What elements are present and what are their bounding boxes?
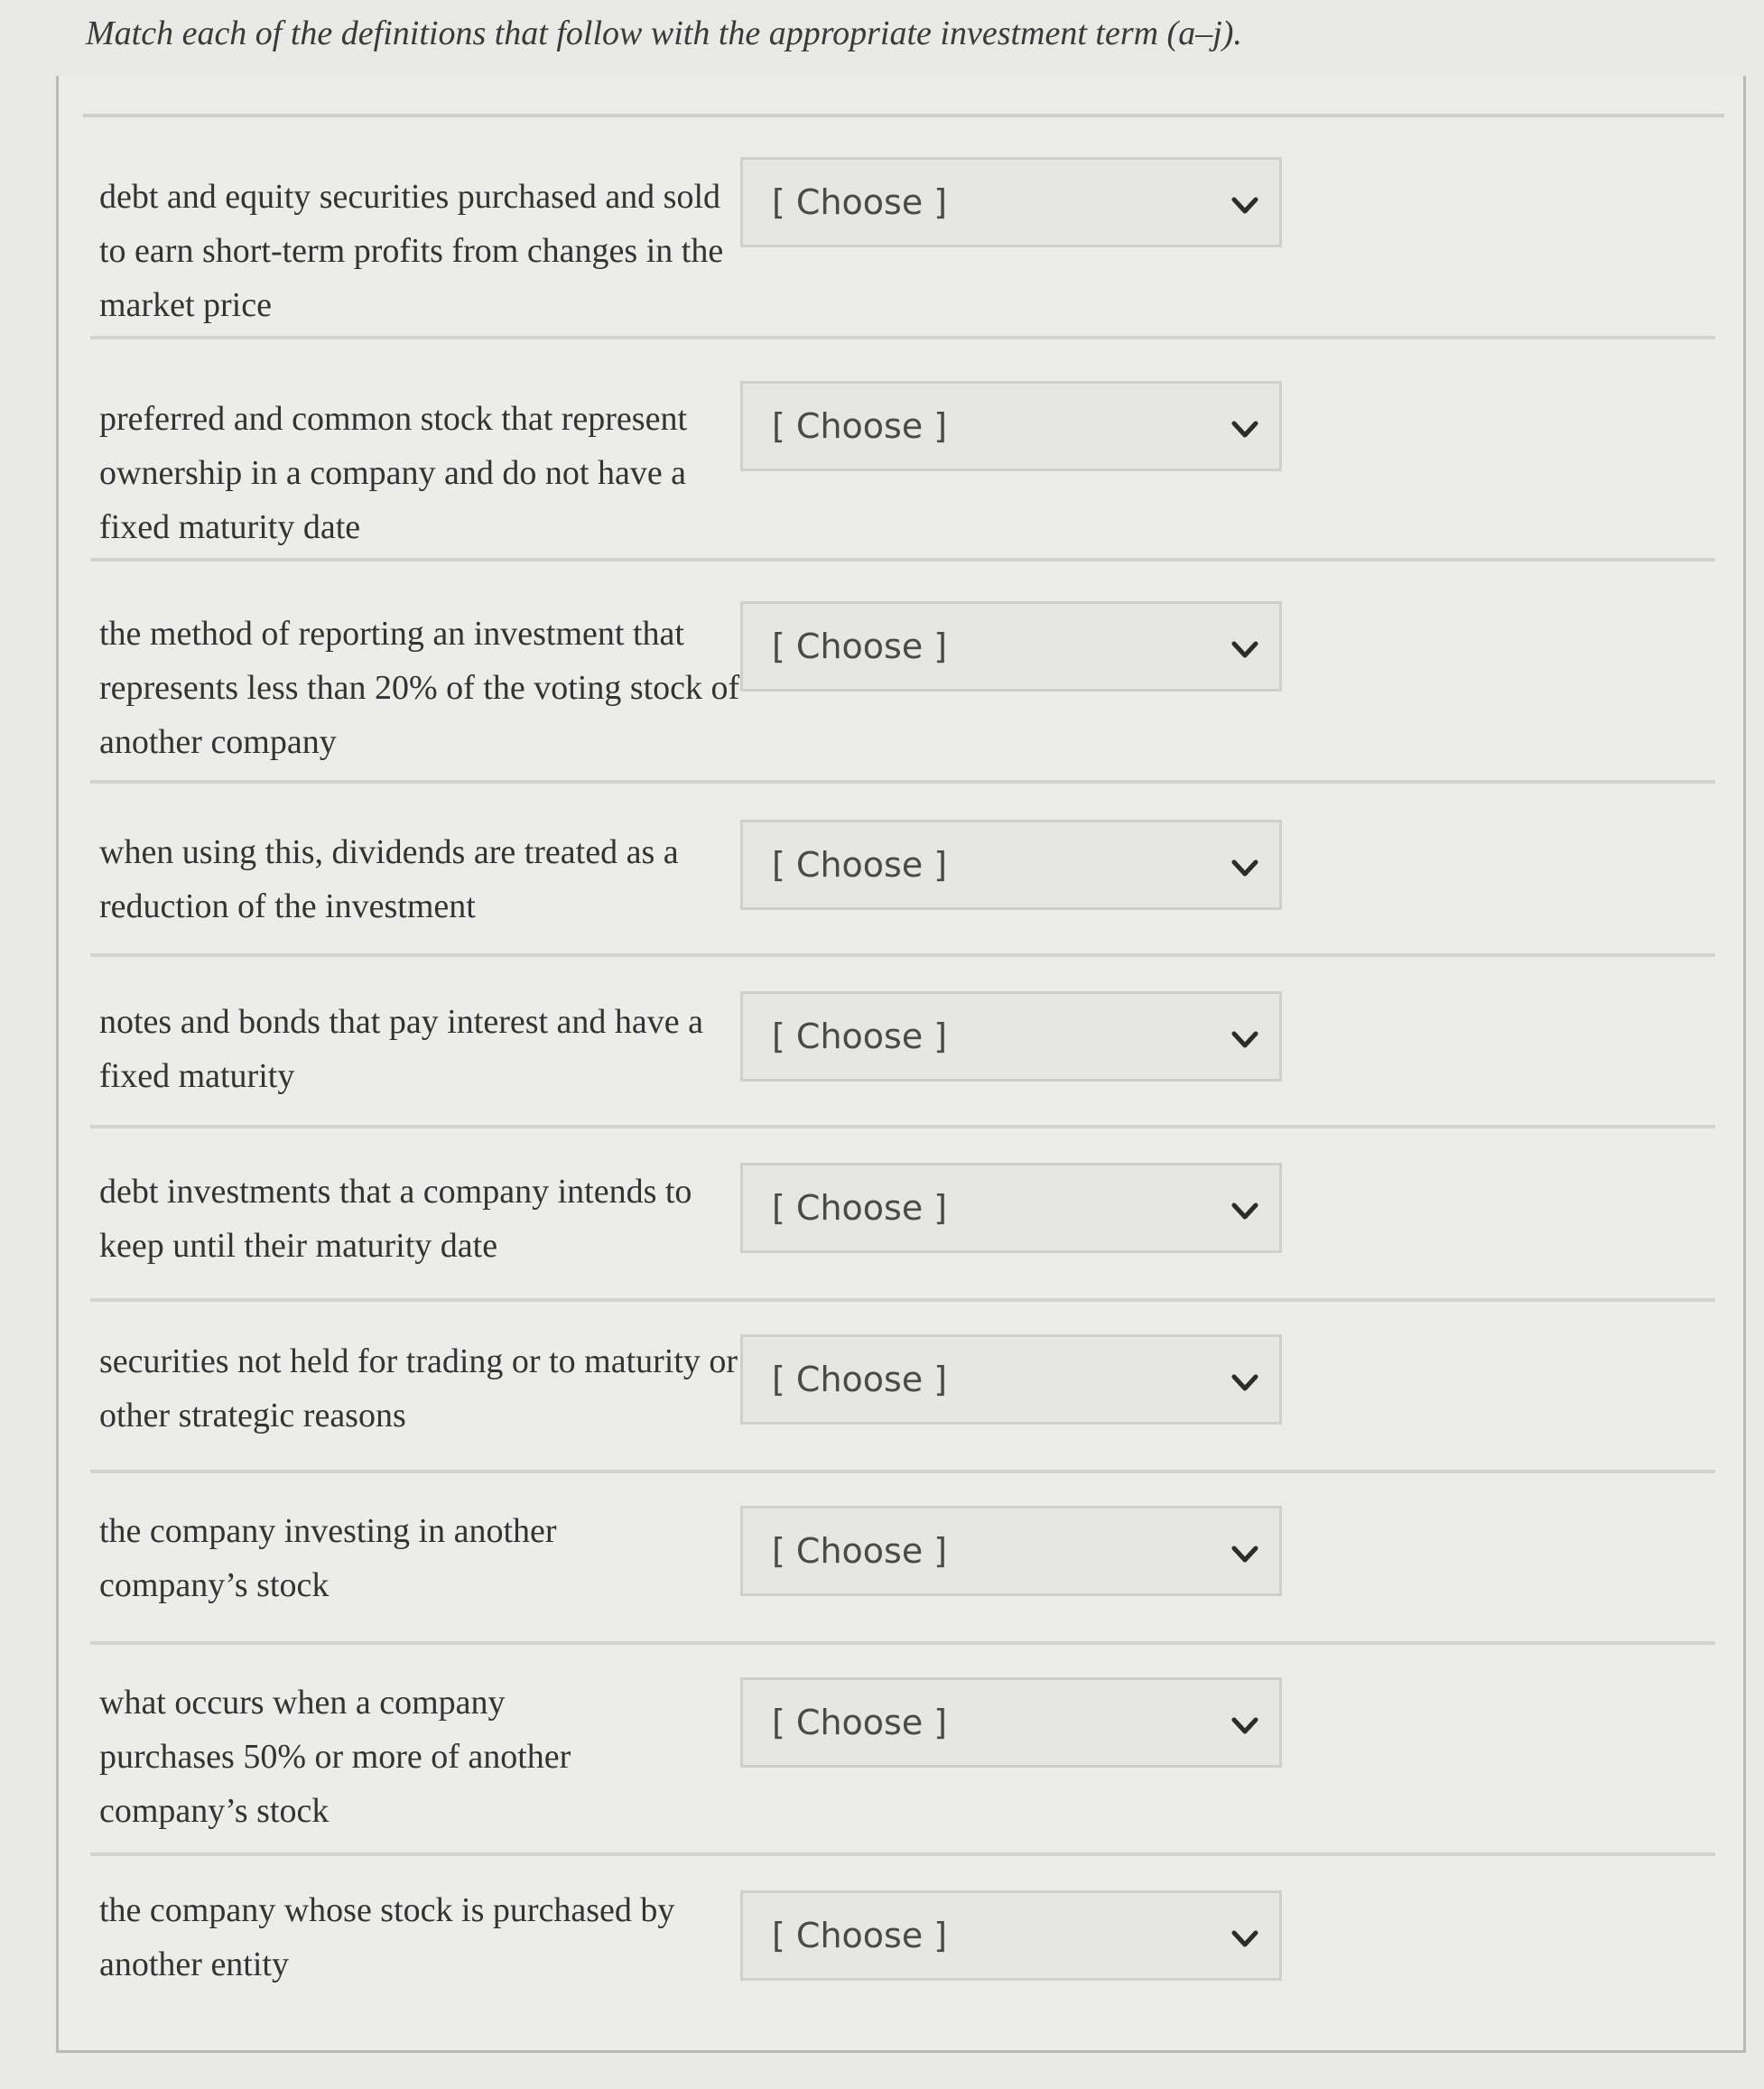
term-select[interactable] [740,157,1282,247]
chevron-down-icon [1227,1920,1263,1956]
definition-text: the method of reporting an investment that represents less than 20% of the voting stock of another company [99,615,740,761]
row-divider [90,336,1715,339]
chevron-down-icon [1227,1193,1263,1229]
definition-text: notes and bonds that pay interest and have a fixed maturity [99,1003,704,1095]
term-select[interactable] [740,601,1282,692]
definition-text: preferred and common stock that represent ownership in a company and do not have a fixed maturity date [99,400,688,546]
chevron-down-icon [1227,1536,1263,1572]
row-divider [90,1298,1715,1302]
chevron-down-icon [1227,850,1263,886]
select-value: [ Choose ] [772,1916,948,1955]
definition-text: the company whose stock is purchased by another entity [99,1891,675,1983]
term-select[interactable] [740,1163,1282,1253]
chevron-down-icon [1227,187,1263,223]
row-divider [90,780,1715,784]
term-select[interactable] [740,1677,1282,1768]
chevron-down-icon [1227,1021,1263,1057]
chevron-down-icon [1227,1707,1263,1743]
definition-text: securities not held for trading or to maturity or other strategic reasons [99,1342,738,1434]
select-value: [ Choose ] [772,1531,948,1571]
term-select[interactable] [740,1506,1282,1596]
definition-text: what occurs when a company purchases 50% or more of another company’s stock [99,1684,571,1830]
term-select[interactable] [740,991,1282,1082]
row-divider [90,953,1715,957]
select-value: [ Choose ] [772,182,948,222]
select-value: [ Choose ] [772,1017,948,1056]
row-divider [90,1641,1715,1645]
definition-text: the company investing in another company’s stock [99,1512,557,1604]
chevron-down-icon [1227,631,1263,667]
chevron-down-icon [1227,1364,1263,1400]
term-select[interactable] [740,381,1282,471]
definition-text: debt and equity securities purchased and sold to earn short-term profits from changes in the market price [99,178,724,324]
select-value: [ Choose ] [772,1188,948,1228]
select-value: [ Choose ] [772,845,948,885]
select-value: [ Choose ] [772,406,948,446]
term-select[interactable] [740,1334,1282,1425]
instructions-text: Match each of the definitions that follow with the appropriate investment term (a–j). [86,14,1242,52]
term-select[interactable] [740,820,1282,910]
definition-text: debt investments that a company intends to keep until their maturity date [99,1173,692,1265]
row-divider [90,1125,1715,1128]
row-divider [90,558,1715,562]
row-divider [90,1470,1715,1473]
select-value: [ Choose ] [772,627,948,666]
term-select[interactable] [740,1890,1282,1981]
chevron-down-icon [1227,411,1263,447]
select-value: [ Choose ] [772,1360,948,1399]
select-value: [ Choose ] [772,1703,948,1742]
row-divider [90,1852,1715,1856]
definition-text: when using this, dividends are treated as a reduction of the investment [99,833,679,925]
